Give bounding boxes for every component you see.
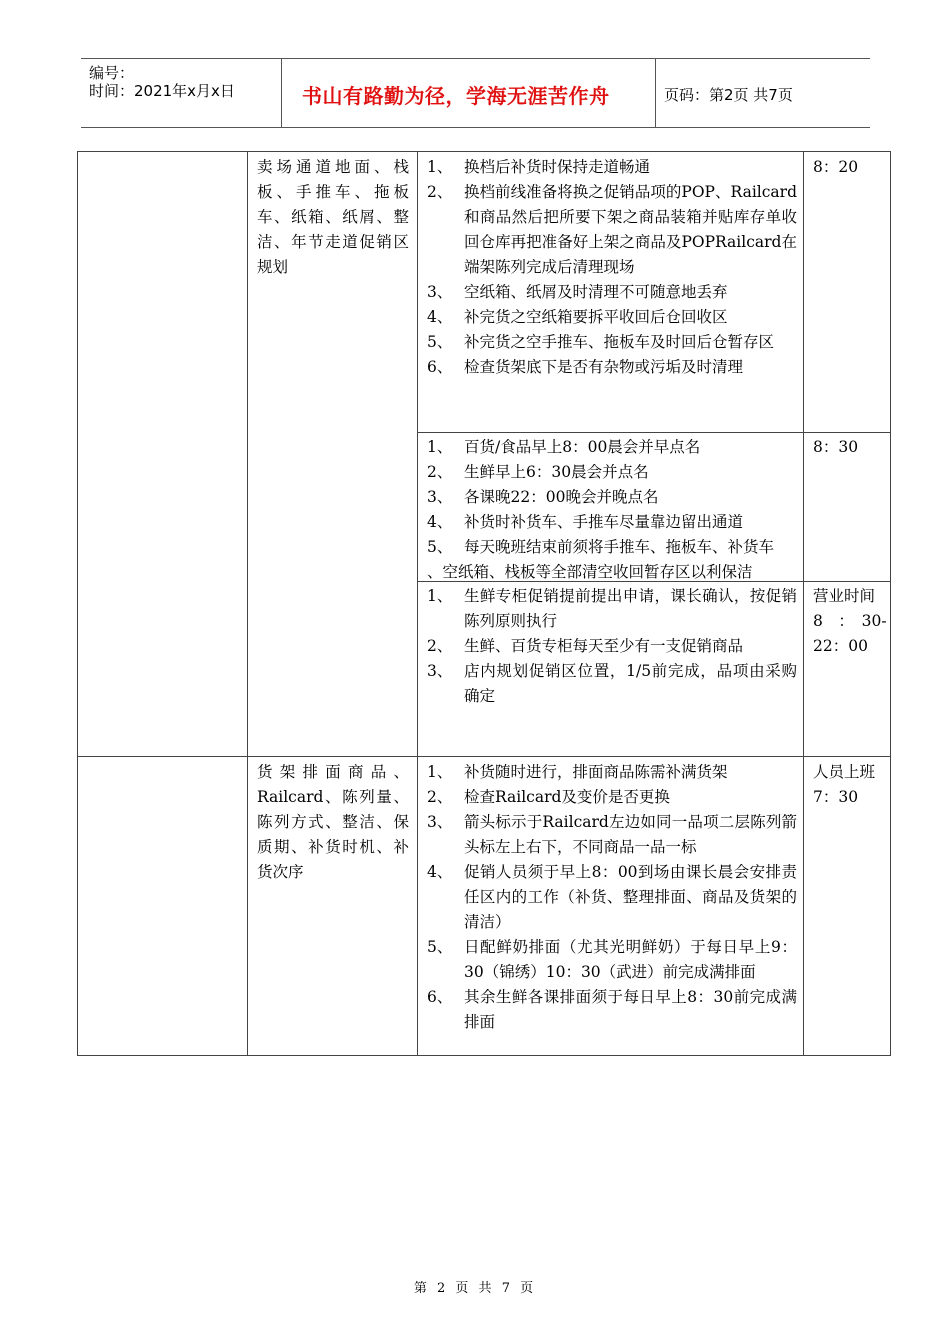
list-item: 2、 检查Railcard及变价是否更换 — [427, 788, 670, 806]
document-date: 时间：2021年x月x日 — [89, 82, 235, 100]
section1-group2-time: 8：30 — [813, 438, 859, 456]
list-item: 5、 日配鲜奶排面（尤其光明鲜奶）于每日早上9：30（锦绣）10：30（武进）前完成满排面 — [427, 938, 797, 981]
row-divider — [418, 432, 891, 433]
list-item: 4、 促销人员须于早上8：00到场由课长晨会安排责任区内的工作（补货、整理排面、商品及货架的清洁） — [427, 863, 797, 931]
list-item: 4、 补货时补货车、手推车尽量靠边留出通道 — [427, 513, 744, 531]
list-item: 5、 补完货之空手推车、拖板车及时回后仓暂存区 — [427, 333, 775, 351]
list-item: 2、 生鲜早上6：30晨会并点名 — [427, 463, 649, 481]
list-item: 3、 空纸箱、纸屑及时清理不可随意地丢弃 — [427, 283, 728, 301]
section1-group2-list — [427, 435, 797, 585]
section2-category: 货架排面商品、Railcard、陈列量、陈列方式、整洁、保质期、补货时机、补货次序 — [257, 763, 409, 881]
section1-group1-list — [427, 155, 797, 380]
section2-time: 人员上班 7：30 — [813, 763, 876, 806]
list-item: 3、 箭头标示于Railcard左边如同一品项二层陈列箭头标左上右下，不同商品一品一标 — [427, 813, 797, 856]
page-info: 页码：第2页 共7页 — [664, 86, 793, 104]
list-item: 1、 生鲜专柜促销提前提出申请，课长确认，按促销陈列原则执行 — [427, 587, 797, 630]
list-item: 3、 各课晚22：00晚会并晚点名 — [427, 488, 659, 506]
list-item: 4、 补完货之空纸箱要拆平收回后仓回收区 — [427, 308, 728, 326]
list-item: 2、 换档前线准备将换之促销品项的POP、Railcard和商品然后把所要下架之商品装箱并贴库存单收回仓库再把准备好上架之商品及POPRailcard在端架陈列完成后清理现场 — [427, 183, 797, 276]
section1-group3-list — [427, 584, 797, 709]
document-number-label: 编号： — [89, 64, 135, 82]
list-item: 6、 检查货架底下是否有杂物或污垢及时清理 — [427, 358, 744, 376]
header-meta — [81, 59, 282, 127]
list-item: 5、 每天晚班结束前须将手推车、拖板车、补货车 — [427, 538, 775, 556]
header-motto-cell — [282, 59, 656, 127]
list-item: 1、 换档后补货时保持走道畅通 — [427, 158, 651, 176]
column-divider — [803, 152, 804, 1055]
content-table — [77, 151, 891, 1056]
list-item: 6、 其余生鲜各课排面须于每日早上8：30前完成满排面 — [427, 988, 797, 1031]
list-item-continuation: 、空纸箱、栈板等全部清空收回暂存区以利保洁 — [427, 563, 753, 581]
section2-list — [427, 760, 797, 1035]
list-item: 1、 补货随时进行，排面商品陈需补满货架 — [427, 763, 728, 781]
column-divider — [247, 152, 248, 1055]
page-footer: 第 2 页 共 7 页 — [413, 1281, 537, 1296]
list-item: 1、 百货/食品早上8：00晨会并早点名 — [427, 438, 701, 456]
header-motto: 书山有路勤为径，学海无涯苦作舟 — [302, 84, 610, 108]
section1-category: 卖场通道地面、栈板、手推车、拖板车、纸箱、纸屑、整洁、年节走道促销区规划 — [257, 158, 409, 276]
list-item: 2、 生鲜、百货专柜每天至少有一支促销商品 — [427, 637, 744, 655]
section-divider — [78, 756, 891, 757]
section1-group3-time: 营业时间 8 ： 30- 22：00 — [813, 587, 887, 655]
column-divider — [417, 152, 418, 1055]
section1-group1-time: 8：20 — [813, 158, 859, 176]
list-item: 3、 店内规划促销区位置，1/5前完成，品项由采购确定 — [427, 662, 797, 705]
page-header — [81, 58, 870, 128]
